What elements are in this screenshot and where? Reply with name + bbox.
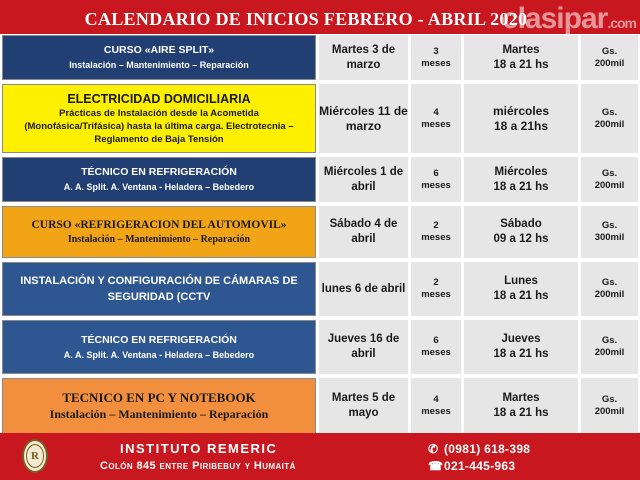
landline-contact xyxy=(428,459,515,473)
price-amount: 200mil xyxy=(594,289,625,300)
start-date: Martes 5 de mayo xyxy=(319,378,408,434)
mobile-number: (0981) 618-398 xyxy=(444,442,531,456)
course-name-cell xyxy=(2,378,316,434)
schedule-hours: 18 a 21 hs xyxy=(493,407,549,419)
course-row xyxy=(2,320,638,374)
course-subtitle: Instalación – Mantenimiento – Reparación xyxy=(69,60,249,70)
course-subtitle: Instalación – Mantenimiento – Reparación xyxy=(49,407,269,421)
duration-unit: meses xyxy=(421,289,451,300)
course-title: TÉCNICO EN REFRIGERACIÓN xyxy=(81,166,237,178)
mobile-contact xyxy=(428,442,530,456)
course-subtitle: A. A. Split. A. Ventana - Heladera – Bebedero xyxy=(63,349,255,360)
schedule-cell xyxy=(464,262,578,316)
course-row xyxy=(2,378,638,434)
price-currency: Gs. xyxy=(601,167,618,179)
institute-logo xyxy=(22,439,48,473)
price-amount: 200mil xyxy=(594,179,625,191)
duration-number: 3 xyxy=(433,45,439,57)
start-date: Sábado 4 de abril xyxy=(319,206,408,258)
start-date: Miércoles 1 de abril xyxy=(319,157,408,202)
duration-number: 6 xyxy=(433,335,439,346)
start-date: Miércoles 11 de marzo xyxy=(319,84,408,153)
schedule-day: Lunes xyxy=(504,275,538,287)
duration-cell xyxy=(411,378,461,434)
price-amount: 200mil xyxy=(594,347,625,358)
schedule-day: Sábado xyxy=(500,218,542,230)
course-name-cell xyxy=(2,84,316,153)
logo-letter: R xyxy=(31,450,39,462)
schedule-day: Miércoles xyxy=(494,165,548,178)
schedule-hours: 18 a 21 hs xyxy=(493,290,549,302)
price-amount: 300mil xyxy=(594,232,625,243)
course-title: CURSO «AIRE SPLIT» xyxy=(103,44,215,56)
schedule-cell xyxy=(464,320,578,374)
duration-cell xyxy=(411,320,461,374)
course-table xyxy=(2,35,638,434)
schedule-day: Jueves xyxy=(501,333,541,345)
duration-number: 2 xyxy=(433,220,439,231)
course-row xyxy=(2,262,638,316)
course-row xyxy=(2,206,638,258)
course-row xyxy=(2,35,638,80)
price-cell xyxy=(581,378,638,434)
watermark-suffix: .com xyxy=(607,15,636,31)
schedule-day: miércoles xyxy=(492,103,550,118)
price-currency: Gs. xyxy=(601,335,618,346)
price-cell xyxy=(581,35,638,80)
duration-unit: meses xyxy=(421,347,451,358)
start-date: Jueves 16 de abril xyxy=(319,320,408,374)
duration-number: 4 xyxy=(433,394,439,405)
course-name-cell xyxy=(2,157,316,202)
logo-emblem xyxy=(26,444,44,468)
header-bar xyxy=(0,0,640,34)
price-cell xyxy=(581,320,638,374)
duration-number: 2 xyxy=(433,277,439,288)
schedule-hours: 18 a 21 hs xyxy=(493,58,549,71)
schedule-hours: 18 a 21hs xyxy=(493,118,549,133)
schedule-cell xyxy=(464,35,578,80)
schedule-cell xyxy=(464,157,578,202)
landline-number: 021-445-963 xyxy=(444,459,516,473)
duration-unit: meses xyxy=(421,179,451,191)
course-title: TÉCNICO EN REFRIGERACIÓN xyxy=(81,333,237,346)
course-row xyxy=(2,157,638,202)
duration-cell xyxy=(411,35,461,80)
course-name-cell xyxy=(2,320,316,374)
course-subtitle: Instalación – Mantenimiento – Reparación xyxy=(67,233,251,245)
whatsapp-icon: ✆ xyxy=(428,442,439,456)
price-cell xyxy=(581,206,638,258)
course-row xyxy=(2,84,638,153)
course-name-cell xyxy=(2,35,316,80)
price-currency: Gs. xyxy=(601,394,618,405)
course-title: ELECTRICIDAD DOMICILIARIA xyxy=(67,91,251,106)
course-title: CURSO «REFRIGERACION DEL AUTOMOVIL» xyxy=(31,218,287,231)
course-name-cell xyxy=(2,262,316,316)
course-title: INSTALACIÓN Y CONFIGURACIÓN DE CÁMARAS DE SEGURIDAD (CCTV xyxy=(20,275,298,303)
duration-unit: meses xyxy=(421,118,451,130)
course-name-cell xyxy=(2,206,316,258)
schedule-hours: 09 a 12 hs xyxy=(493,233,549,245)
price-amount: 200mil xyxy=(594,118,625,130)
price-currency: Gs. xyxy=(601,277,618,288)
schedule-hours: 18 a 21 hs xyxy=(493,180,549,193)
duration-unit: meses xyxy=(421,406,451,417)
price-currency: Gs. xyxy=(601,106,618,118)
course-title: TECNICO EN PC Y NOTEBOOK xyxy=(62,390,256,405)
footer-bar xyxy=(0,433,640,480)
price-cell xyxy=(581,262,638,316)
schedule-day: Martes xyxy=(502,43,540,56)
telephone-icon: ☎ xyxy=(428,459,444,473)
duration-cell xyxy=(411,84,461,153)
price-cell xyxy=(581,157,638,202)
duration-unit: meses xyxy=(421,232,451,243)
start-date: Martes 3 de marzo xyxy=(319,35,408,80)
price-amount: 200mil xyxy=(594,406,625,417)
price-amount: 200mil xyxy=(594,57,625,69)
start-date: lunes 6 de abril xyxy=(319,262,408,316)
duration-cell xyxy=(411,206,461,258)
duration-cell xyxy=(411,157,461,202)
duration-number: 6 xyxy=(433,167,439,179)
course-subtitle: Prácticas de Instalación desde la Acometida (Monofásica/Trifásica) hasta la última carga. Electrotecnia – Reglamento de Baja Tensión xyxy=(24,107,294,145)
institute-name: INSTITUTO REMERIC xyxy=(120,441,278,456)
duration-number: 4 xyxy=(433,106,439,118)
watermark-text: clasipar xyxy=(501,2,608,35)
price-currency: Gs. xyxy=(601,45,618,57)
schedule-day: Martes xyxy=(502,392,540,404)
duration-unit: meses xyxy=(421,57,451,69)
schedule-cell xyxy=(464,378,578,434)
schedule-cell xyxy=(464,84,578,153)
schedule-cell xyxy=(464,206,578,258)
watermark xyxy=(502,2,636,36)
price-cell xyxy=(581,84,638,153)
schedule-hours: 18 a 21 hs xyxy=(493,348,549,360)
page-title: CALENDARIO DE INICIOS FEBRERO - ABRIL 2020 xyxy=(84,8,528,29)
price-currency: Gs. xyxy=(601,220,618,231)
course-subtitle: A. A. Split. A. Ventana - Heladera – Bebedero xyxy=(63,182,255,192)
institute-address: Colón 845 entre Piribebuy y Humaitá xyxy=(100,460,296,472)
duration-cell xyxy=(411,262,461,316)
